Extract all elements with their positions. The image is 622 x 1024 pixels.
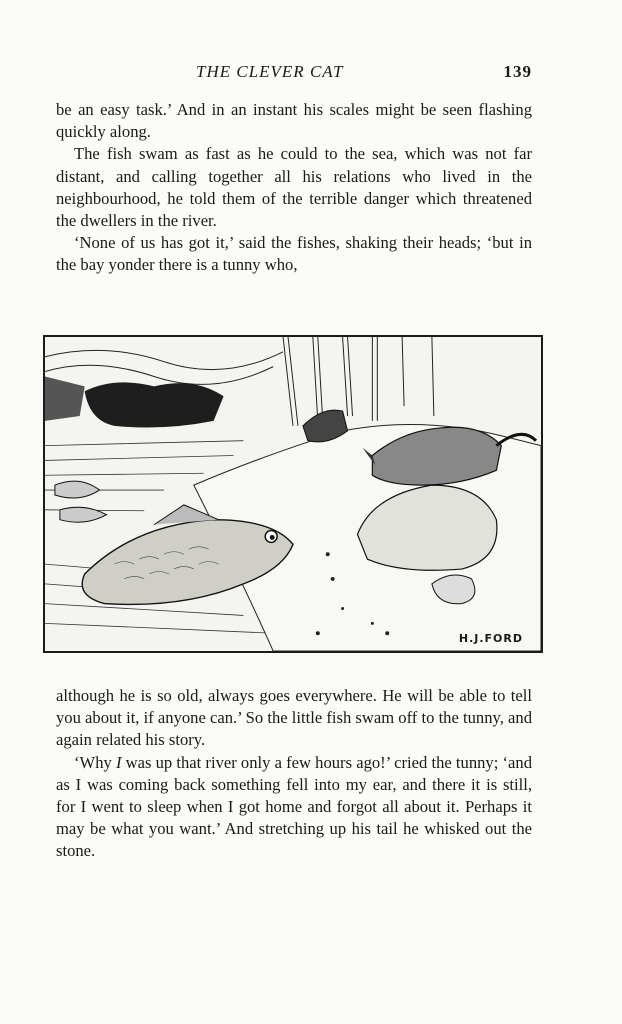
text-block-top [56,99,532,277]
text-block-bottom [56,685,532,863]
artist-signature: H.J.FORD [458,632,523,645]
paragraph: although he is so old, always goes everywhere. He will be able to tell you about it, if anyone can.’ So the little fish swam off to the tunny, and again related his story. [56,686,532,750]
italic-word: I [115,752,122,772]
page-number: 139 [503,62,532,81]
paragraph: ‘None of us has got it,’ said the fishes, shaking their heads; ‘but in the bay yonder there is a tunny who, [56,233,532,275]
paragraph: be an easy task.’ And in an instant his scales might be seen flashing quickly along. [56,100,532,142]
paragraph: The fish swam as fast as he could to the sea, which was not far distant, and calling together all his relations who lived in the neighbourhood, he told them of the terrible danger which threatened the dwellers in the river. [56,144,532,231]
text-run: ‘Why [74,752,116,772]
text-run: was up that river only a few hours ago!’ cried the tunny; ‘and as I was coming back something fell into my ear, and there it is still, for I went to sleep when I got home and forgot all about it. Perhaps it may be what you want.’ And stretching up his tail he whisked out the stone. [56,752,532,861]
paragraph [56,752,532,863]
running-header [56,62,532,84]
illustration [43,335,543,653]
illustration-drawing [45,337,541,651]
chapter-title: THE CLEVER CAT [196,62,344,81]
